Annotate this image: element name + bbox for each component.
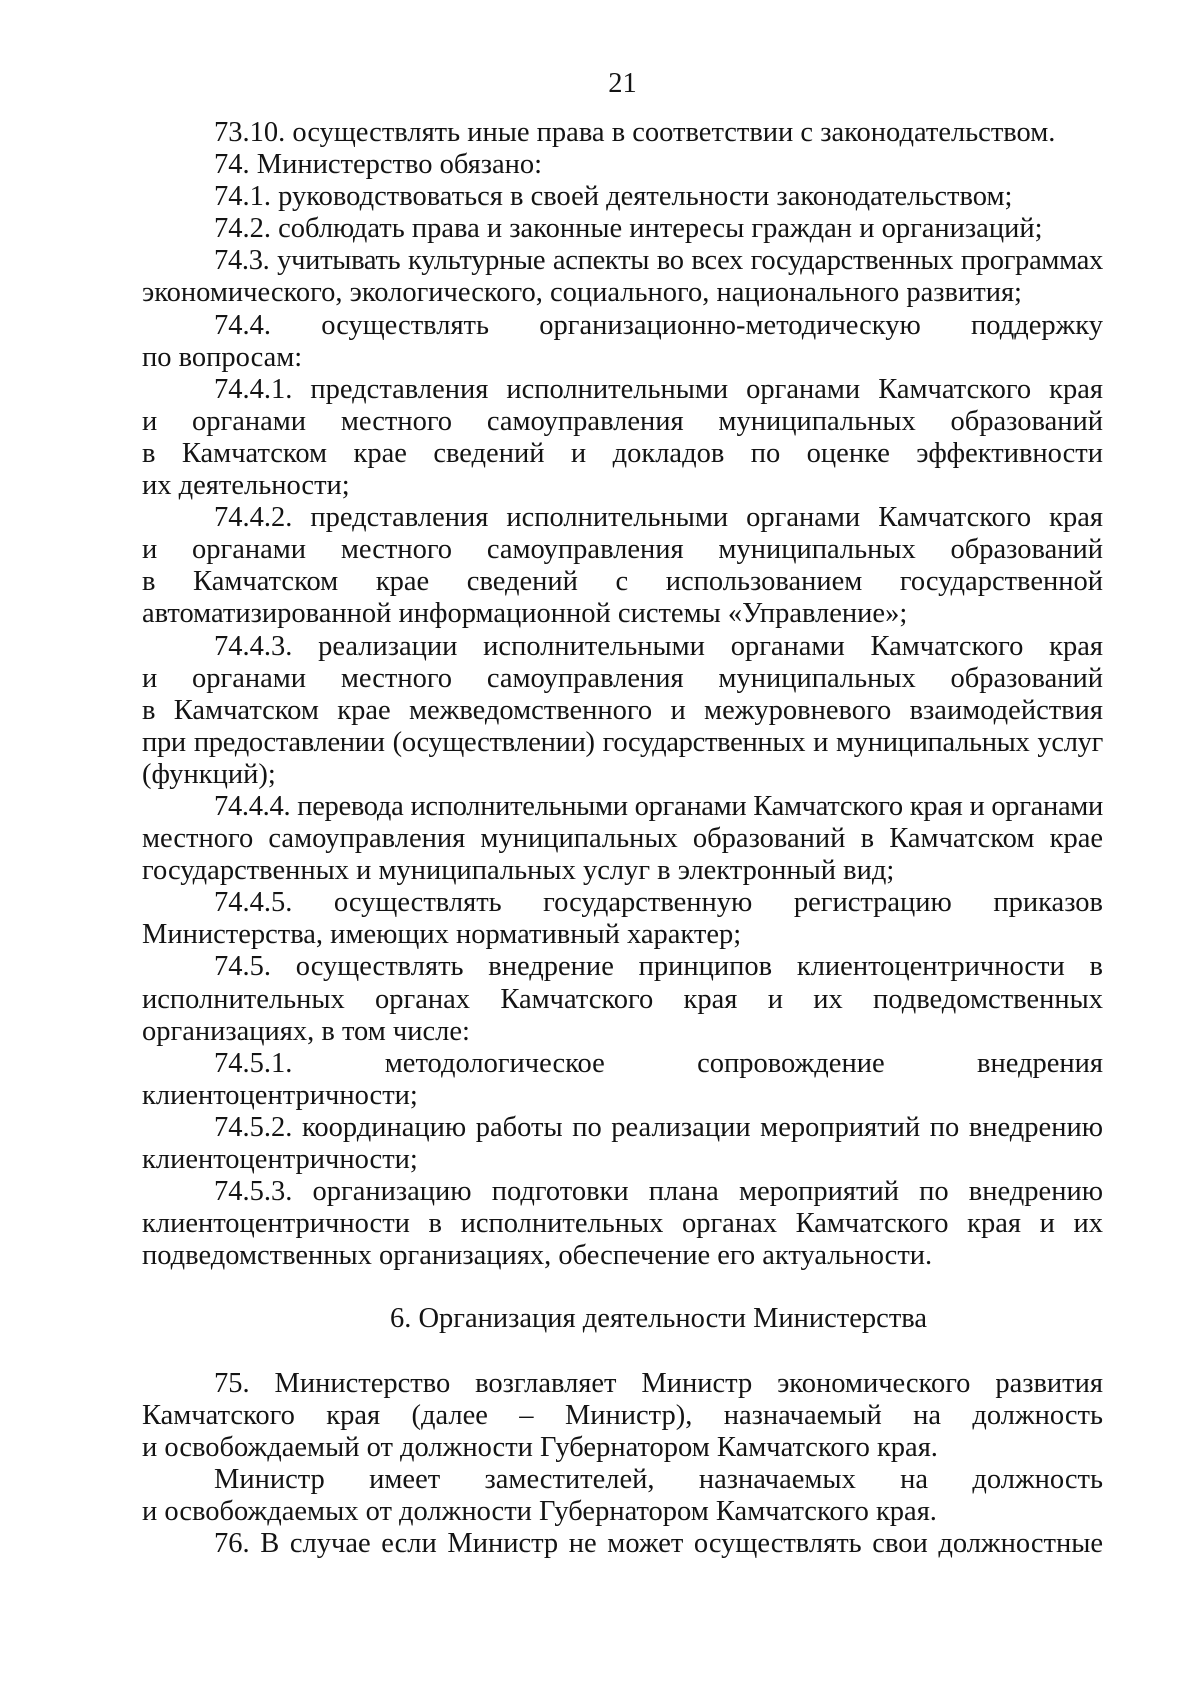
text-line: 74.5. осуществлять внедрение принципов клиентоцентричности в xyxy=(214,951,1103,983)
paragraph-74-5-3 xyxy=(142,1176,1103,1272)
text-line: Камчатского края (далее – Министр), назначаемый на должность xyxy=(142,1400,1103,1432)
paragraph-74-4-2 xyxy=(142,502,1103,630)
text-line: 74.4.4. перевода исполнительными органами Камчатского края и органами xyxy=(214,790,1103,822)
text-line: автоматизированной информационной системы «Управление»; xyxy=(142,598,908,630)
text-line: 74.4. осуществлять организационно-методическую поддержку xyxy=(214,309,1103,341)
text-line: (функций); xyxy=(142,758,276,790)
text-line: и органами местного самоуправления муниципальных образований xyxy=(142,662,1103,694)
text-line: по вопросам: xyxy=(142,341,303,373)
paragraph-minister-deputies xyxy=(142,1464,1103,1528)
section-heading: 6. Организация деятельности Министерства xyxy=(389,1303,928,1334)
text-line: исполнительных органах Камчатского края и их подведомственных xyxy=(142,983,1103,1015)
document-body xyxy=(142,117,1103,1272)
text-line: и освобождаемый от должности Губернатором Камчатского края. xyxy=(142,1432,938,1464)
text-line: экономического, экологического, социального, национального развития; xyxy=(142,277,1022,309)
text-line: их деятельности; xyxy=(142,470,350,502)
text-line: 74.3. учитывать культурные аспекты во всех государственных программах xyxy=(214,245,1103,277)
text-line: 74.5.1. методологическое сопровождение внедрения xyxy=(214,1047,1103,1079)
paragraph-74-1 xyxy=(142,181,1103,213)
paragraph-74-4 xyxy=(142,310,1103,374)
section-body xyxy=(142,1368,1103,1561)
text-line: государственных и муниципальных услуг в электронный вид; xyxy=(142,855,895,887)
text-line: местного самоуправления муниципальных образований в Камчатском крае xyxy=(142,823,1103,855)
text-line: и органами местного самоуправления муниципальных образований xyxy=(142,534,1103,566)
paragraph-74-5-2 xyxy=(142,1112,1103,1176)
text-line: 74.4.2. представления исполнительными органами Камчатского края xyxy=(214,502,1103,534)
text-line: в Камчатском крае сведений и докладов по оценке эффективности xyxy=(142,437,1103,469)
paragraph-74-4-1 xyxy=(142,374,1103,502)
paragraph-76 xyxy=(142,1528,1103,1560)
text-line: 74.2. соблюдать права и законные интересы граждан и организаций; xyxy=(214,213,1043,245)
text-line: 73.10. осуществлять иные права в соответствии с законодательством. xyxy=(214,117,1056,148)
text-line: и освобождаемых от должности Губернатором Камчатского края. xyxy=(142,1496,937,1528)
text-line: клиентоцентричности в исполнительных органах Камчатского края и их xyxy=(142,1208,1103,1240)
paragraph-74-5-1 xyxy=(142,1048,1103,1112)
text-line: 75. Министерство возглавляет Министр экономического развития xyxy=(214,1368,1103,1399)
text-line: организациях, в том числе: xyxy=(142,1015,470,1047)
paragraph-75 xyxy=(142,1368,1103,1464)
text-line: 76. В случае если Министр не может осуществлять свои должностные xyxy=(214,1528,1103,1560)
paragraph-74-3 xyxy=(142,245,1103,309)
paragraph-74-2 xyxy=(142,213,1103,245)
text-line: подведомственных организациях, обеспечение его актуальности. xyxy=(142,1240,933,1272)
text-line: в Камчатском крае сведений с использованием государственной xyxy=(142,566,1103,598)
paragraph-74-4-5 xyxy=(142,887,1103,951)
text-line: клиентоцентричности; xyxy=(142,1144,418,1175)
page-number: 21 xyxy=(608,68,637,99)
paragraph-74-4-4 xyxy=(142,791,1103,887)
paragraph-74-5 xyxy=(142,951,1103,1047)
text-line: 74. Министерство обязано: xyxy=(214,149,543,181)
text-line: 74.1. руководствоваться в своей деятельности законодательством; xyxy=(214,181,1013,213)
text-line: при предоставлении (осуществлении) государственных и муниципальных услуг xyxy=(142,726,1103,758)
paragraph-74-4-3 xyxy=(142,631,1103,791)
text-line: 74.4.5. осуществлять государственную регистрацию приказов xyxy=(214,887,1103,919)
text-line: 74.5.2. координацию работы по реализации мероприятий по внедрению xyxy=(214,1111,1103,1143)
text-line: 74.4.1. представления исполнительными органами Камчатского края xyxy=(214,373,1103,405)
text-line: Министерства, имеющих нормативный характер; xyxy=(142,919,742,951)
text-line: 74.4.3. реализации исполнительными органами Камчатского края xyxy=(214,630,1103,662)
paragraph-73-10 xyxy=(142,117,1103,149)
text-line: в Камчатском крае межведомственного и межуровневого взаимодействия xyxy=(142,694,1103,726)
text-line: клиентоцентричности; xyxy=(142,1079,418,1111)
text-line: Министр имеет заместителей, назначаемых на должность xyxy=(214,1464,1103,1496)
paragraph-74 xyxy=(142,149,1103,181)
text-line: 74.5.3. организацию подготовки плана мероприятий по внедрению xyxy=(214,1176,1103,1208)
text-line: и органами местного самоуправления муниципальных образований xyxy=(142,405,1103,437)
